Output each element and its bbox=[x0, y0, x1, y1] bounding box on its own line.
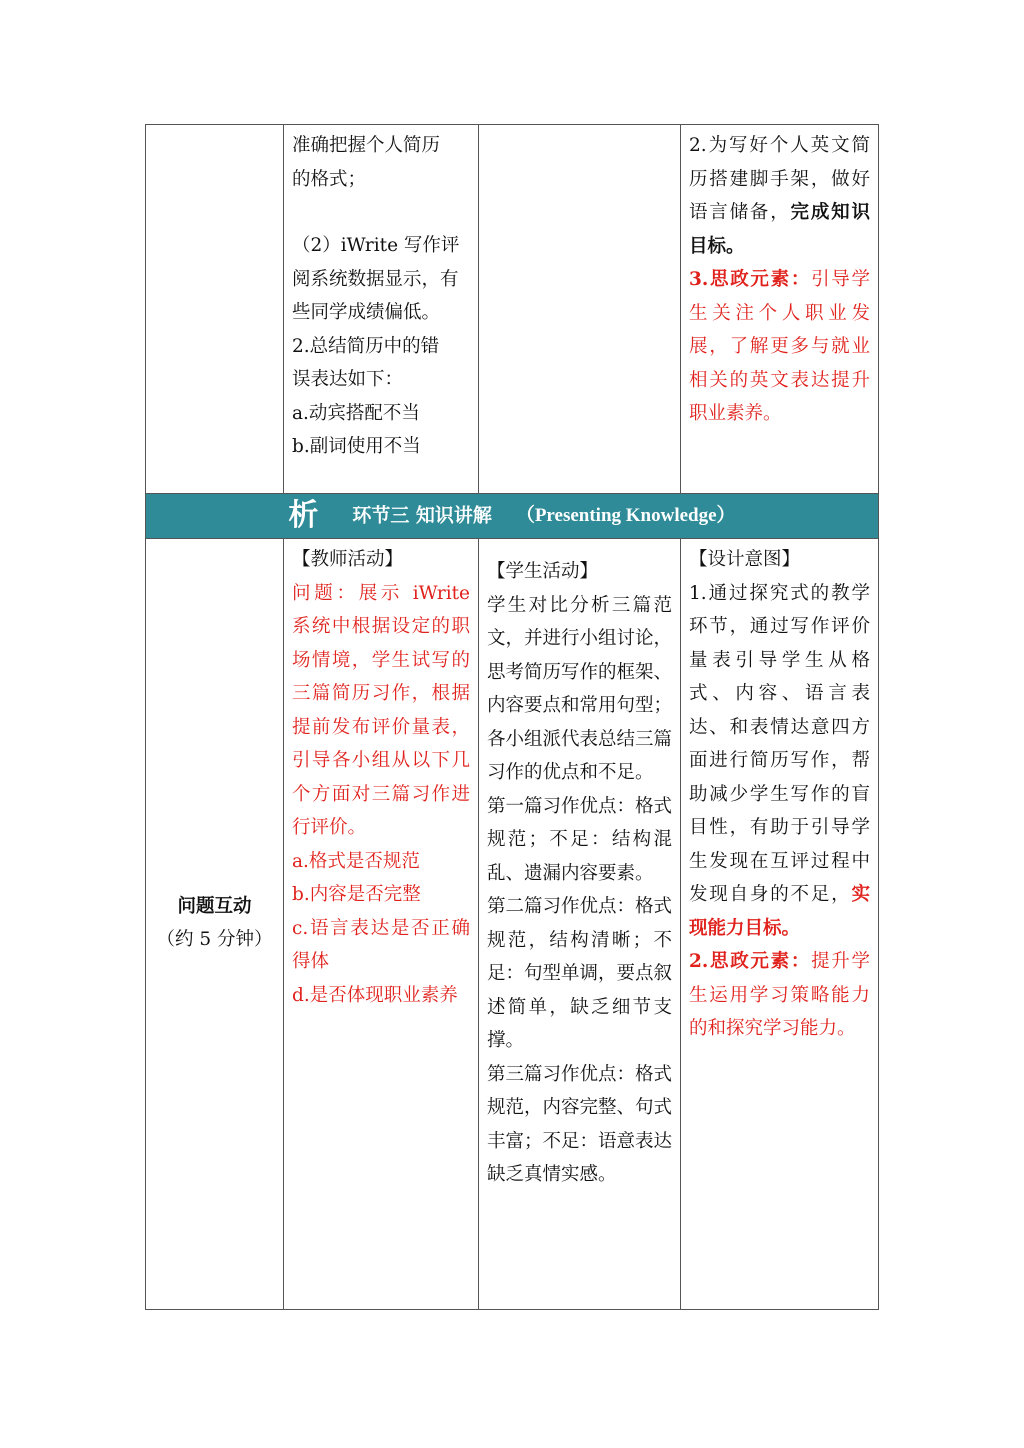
design-heading: 【设计意图】 bbox=[689, 549, 801, 570]
criteria-item: d.是否体现职业素养 bbox=[292, 984, 458, 1006]
stage-cell-empty bbox=[146, 125, 284, 494]
knowledge-goal-text: 完成知识目标。 bbox=[689, 202, 870, 257]
section-header-row bbox=[146, 494, 879, 539]
teacher-heading: 【教师活动】 bbox=[292, 549, 404, 570]
ideology-label: 2.思政元素： bbox=[689, 951, 812, 972]
essay-review: 第一篇习作优点：格式规范；不足：结构混乱、遗漏内容要素。 bbox=[487, 795, 673, 884]
teacher-line: 误表达如下： bbox=[292, 369, 404, 390]
essay-review: 第三篇习作优点：格式规范，内容完整、句式丰富；不足：语意表达缺乏真情实感。 bbox=[487, 1063, 673, 1185]
teacher-activity-cell-prev bbox=[284, 125, 479, 494]
teacher-activity-cell bbox=[284, 539, 479, 1310]
teacher-question: 问题：展示 iWrite 系统中根据设定的职场情境，学生试写的三篇简历习作，根据提前发布评价量表，引导各小组从以下几个方面对三篇习作进行评价。 bbox=[292, 582, 470, 838]
student-activity-cell bbox=[479, 539, 681, 1310]
lesson-plan-table bbox=[145, 124, 879, 1310]
section-char: 析 bbox=[288, 498, 319, 534]
teacher-line: （2）iWrite 写作评 bbox=[292, 235, 460, 256]
stage-name: 问题互动 bbox=[177, 895, 252, 917]
ideology-paragraph bbox=[689, 263, 870, 431]
student-heading: 【学生活动】 bbox=[487, 561, 599, 582]
ideology-label: 3.思政元素： bbox=[689, 269, 812, 290]
interaction-stage-row bbox=[146, 539, 879, 1310]
section-header bbox=[146, 494, 879, 539]
stage-duration: （约 5 分钟） bbox=[156, 929, 273, 950]
design-intent-cell bbox=[681, 539, 879, 1310]
design-paragraph bbox=[689, 577, 870, 946]
previous-stage-row bbox=[146, 125, 879, 494]
teacher-line: 阅系统数据显示，有 bbox=[292, 268, 459, 290]
ability-goal-text: 实现能力目标。 bbox=[689, 884, 870, 939]
ideology-paragraph bbox=[689, 945, 870, 1046]
section-english-title: （Presenting Knowledge） bbox=[515, 505, 736, 527]
ideology-text: 引导学生关注个人职业发展，了解更多与就业相关的英文表达提升职业素养。 bbox=[689, 269, 870, 424]
teacher-line: a.动宾搭配不当 bbox=[292, 402, 420, 424]
teacher-line: 准确把握个人简历 bbox=[292, 135, 441, 156]
design-intent-cell-prev bbox=[681, 125, 879, 494]
criteria-item: b.内容是否完整 bbox=[292, 884, 421, 905]
teacher-line: 些同学成绩偏低。 bbox=[292, 302, 441, 323]
section-title: 环节三 知识讲解 bbox=[352, 504, 492, 527]
stage-cell bbox=[146, 539, 284, 1310]
student-activity-cell-prev bbox=[479, 125, 681, 494]
teacher-line: b.副词使用不当 bbox=[292, 436, 421, 457]
design-paragraph: 2.为写好个人英文简历搭建脚手架，做好语言储备，完成知识目标。 bbox=[689, 135, 870, 257]
criteria-item: c.语言表达是否正确得体 bbox=[292, 917, 470, 972]
teacher-line: 2.总结简历中的错 bbox=[292, 335, 440, 357]
design-text: 1.通过探究式的教学环节，通过写作评价量表引导学生从格式、内容、语言表达、和表情达意四方面进行简历写作，帮助减少学生写作的盲目性，有助于引导学生发现在互评过程中发现自身的不足， bbox=[689, 582, 870, 905]
student-intro: 学生对比分析三篇范文，并进行小组讨论，思考简历写作的框架、内容要点和常用句型；各小组派代表总结三篇习作的优点和不足。 bbox=[487, 594, 673, 783]
essay-review: 第二篇习作优点：格式规范，结构清晰；不足：句型单调，要点叙述简单，缺乏细节支撑。 bbox=[487, 896, 673, 1051]
teacher-line: 的格式； bbox=[292, 168, 367, 190]
ideology-text: 提升学生运用学习策略能力的和探究学习能力。 bbox=[689, 951, 870, 1039]
criteria-item: a.格式是否规范 bbox=[292, 850, 420, 872]
